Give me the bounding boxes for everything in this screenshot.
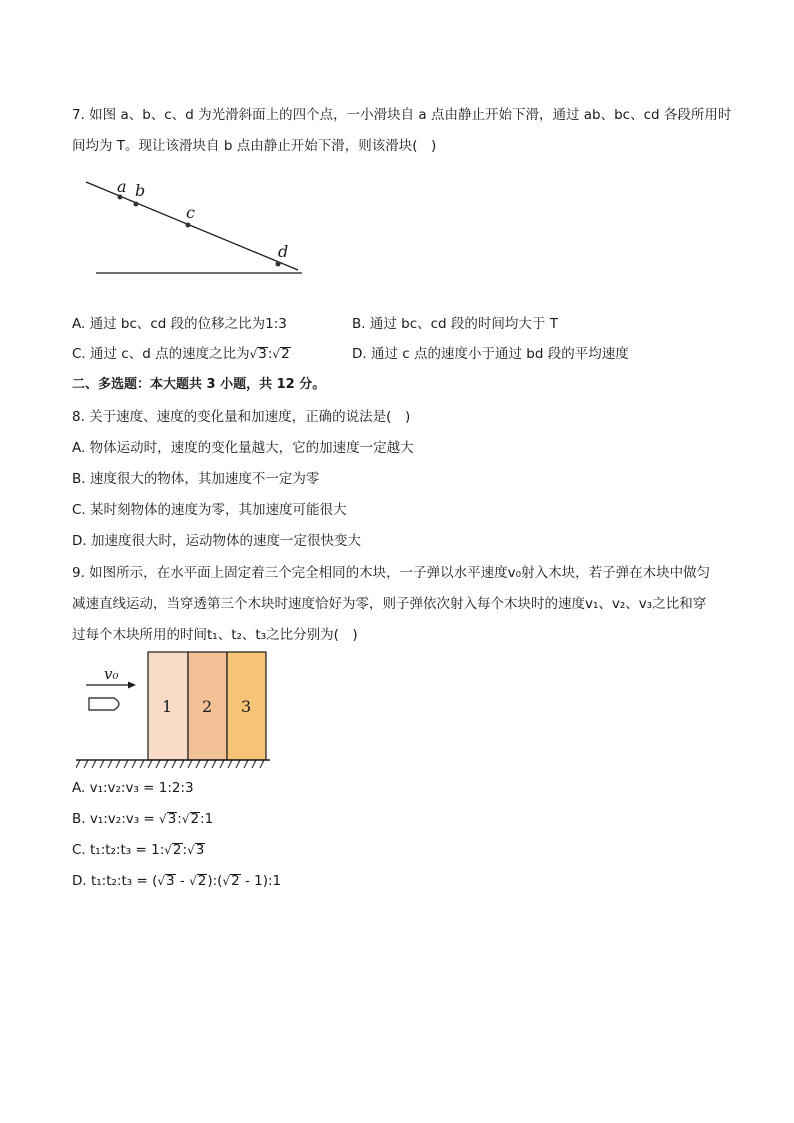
q9-option-b-sqrt2: 2	[190, 811, 200, 827]
q9-option-d-text: D. t₁:t₂:t₃ = (	[72, 873, 158, 889]
q9-option-d-mid: ):(	[207, 873, 223, 889]
q8-option-d[interactable]: D. 加速度很大时，运动物体的速度一定很快变大	[72, 533, 361, 549]
q7-option-d[interactable]: D. 通过 c 点的速度小于通过 bd 段的平均速度	[352, 346, 629, 362]
q8-stem: 8. 关于速度、速度的变化量和加速度，正确的说法是( )	[72, 409, 411, 425]
label-a: a	[117, 177, 127, 196]
q9-option-c-sqrt1: 2	[172, 842, 182, 858]
q9-option-d-sqrt3: 2	[231, 873, 240, 889]
q7-incline-figure	[80, 172, 310, 282]
q7-option-c-sqrt1: 3	[258, 346, 267, 362]
q7-option-c[interactable]: C. 通过 c、d 点的速度之比为√3:√2	[72, 346, 290, 362]
q9-option-c-sqrt2: 3	[195, 842, 205, 858]
label-d: d	[278, 242, 289, 261]
bullet-icon	[89, 698, 119, 710]
q9-option-d-sqrt2: 2	[197, 873, 207, 889]
section-heading: 二、多选题：本大题共 3 小题，共 12 分。	[72, 377, 326, 392]
q9-blocks-figure	[76, 648, 276, 774]
q9-option-c[interactable]: C. t₁:t₂:t₃ = 1:√2:√3	[72, 842, 205, 858]
q9-option-b-sqrt1: 3	[167, 811, 177, 827]
q9-stem-line1: 9. 如图所示，在水平面上固定着三个完全相同的木块，一子弹以水平速度v₀射入木块，若子弹在木块中做匀	[72, 565, 711, 581]
block-2-label: 2	[202, 697, 213, 716]
q8-option-b[interactable]: B. 速度很大的物体，其加速度不一定为零	[72, 471, 320, 487]
q7-option-b[interactable]: B. 通过 bc、cd 段的时间均大于 T	[352, 316, 558, 332]
q9-option-d-sqrt1: 3	[166, 873, 175, 889]
ground-hatching	[76, 760, 264, 768]
q9-stem-line2: 减速直线运动，当穿透第三个木块时速度恰好为零，则子弹依次射入每个木块时的速度v₁、v₂、v₃之比和穿	[72, 596, 707, 612]
q9-stem-line3: 过每个木块所用的时间t₁、t₂、t₃之比分别为( )	[72, 627, 358, 643]
label-b: b	[135, 181, 146, 200]
q9-option-c-text: C. t₁:t₂:t₃ = 1:	[72, 842, 165, 858]
q7-option-a[interactable]: A. 通过 bc、cd 段的位移之比为1:3	[72, 316, 287, 332]
q9-option-d-tail: - 1):1	[240, 873, 282, 889]
v0-arrow-head	[128, 682, 136, 689]
q7-stem-line2: 间均为 T。现让该滑块自 b 点由静止开始下滑，则该滑块( )	[72, 138, 437, 154]
q7-option-c-text: C. 通过 c、d 点的速度之比为	[72, 346, 250, 362]
block-1-label: 1	[162, 697, 173, 716]
q9-option-b-text: B. v₁:v₂:v₃ =	[72, 811, 160, 827]
q8-option-c[interactable]: C. 某时刻物体的速度为零，其加速度可能很大	[72, 502, 347, 518]
point-b	[134, 202, 139, 207]
label-c: c	[186, 203, 195, 222]
q9-option-c-colon: :	[182, 842, 188, 858]
point-c	[186, 223, 191, 228]
q9-option-a[interactable]: A. v₁:v₂:v₃ = 1:2:3	[72, 780, 194, 796]
v0-label: v₀	[104, 665, 119, 683]
q9-option-b-colon: :	[177, 811, 182, 827]
point-d	[276, 262, 281, 267]
block-3-label: 3	[241, 697, 252, 716]
q9-option-b[interactable]: B. v₁:v₂:v₃ = √3:√2:1	[72, 811, 214, 827]
q7-option-c-colon: :	[267, 346, 273, 362]
q9-option-d[interactable]: D. t₁:t₂:t₃ = (√3 - √2):(√2 - 1):1	[72, 873, 282, 889]
q8-option-a[interactable]: A. 物体运动时，速度的变化量越大，它的加速度一定越大	[72, 440, 414, 456]
q7-option-c-sqrt2: 2	[281, 346, 290, 362]
q9-option-d-minus1: -	[175, 873, 190, 889]
q9-option-b-rest: :1	[200, 811, 214, 827]
q7-stem-line1: 7. 如图 a、b、c、d 为光滑斜面上的四个点，一小滑块自 a 点由静止开始下滑，通过 ab、bc、cd 各段所用时	[72, 107, 732, 123]
